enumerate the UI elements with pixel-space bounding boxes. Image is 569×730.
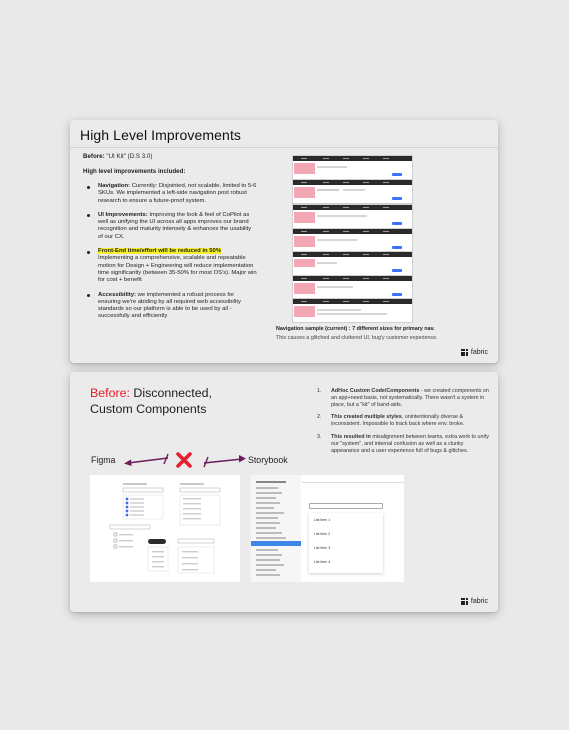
item-lead: This resulted in	[331, 433, 371, 440]
before-text: "UI Kit" (D.S 3.0)	[104, 153, 153, 160]
figma-screenshot	[90, 475, 240, 582]
slide-title: High Level Improvements	[80, 127, 242, 143]
title-before: Before:	[90, 386, 130, 400]
figma-label: Figma	[91, 455, 116, 465]
bullet-text: Improving the look & feel of CoPilot as well as unifying the UI across all apps improves our brand recognition and maturity intensely & enhances the usability of our CX.	[98, 211, 252, 240]
fabric-logo-icon	[461, 349, 468, 356]
nav-screenshot-csr	[292, 298, 413, 323]
dropdown-box	[309, 503, 383, 509]
fabric-logo-icon	[461, 598, 468, 605]
problem-list	[317, 388, 493, 460]
red-x-icon	[178, 454, 190, 466]
bullet-lead: Navigation:	[98, 183, 131, 189]
bullet-front-end	[87, 248, 257, 284]
slide-title	[90, 385, 212, 417]
title-divider	[70, 147, 498, 148]
item-text: misalignment between teams, extra work to unify our "system", and internal confusion as well as a clunky appearance and a user experience full of bugs & glitches.	[331, 433, 489, 454]
right-arrow-icon	[204, 455, 246, 467]
brand-name: fabric	[470, 598, 488, 605]
nav-screenshot-offers	[292, 228, 413, 253]
storybook-sidebar	[251, 475, 301, 582]
left-arrow-icon	[124, 454, 168, 466]
nav-screenshot-pim	[292, 179, 413, 204]
nav-screenshot-oms	[292, 251, 413, 276]
item-number: 3.	[317, 433, 322, 440]
list-item: List Item 4	[314, 560, 331, 564]
bullet-lead: Accessibility:	[98, 291, 136, 298]
brand-name: fabric	[470, 349, 488, 356]
nav-caption-title: Navigation sample (current) : 7 different sizes for primary nav.	[276, 326, 435, 332]
bullet-lead: UI Improvements:	[98, 211, 148, 218]
list-item: List Item 2	[314, 532, 331, 536]
before-label: Before:	[83, 153, 105, 160]
bullet-accessibility	[87, 292, 257, 321]
brand-logo	[461, 349, 488, 356]
brand-logo	[461, 598, 488, 605]
title-line-2: Custom Components	[90, 402, 207, 416]
bullet-text: we implemented a robust process for ensuring we're abiding by all required web accessibility standards so our platform is able to be used by all - successfully and efficiently	[98, 291, 241, 320]
list-item: List Item 3	[314, 546, 331, 550]
figma-components-illustration	[90, 475, 240, 582]
nav-caption-text: This causes a glitched and cluttered UI, bug'y customer experience.	[276, 335, 438, 341]
problem-item	[317, 414, 493, 428]
improvements-list	[87, 183, 257, 328]
improvements-heading: High level improvements included:	[83, 168, 186, 175]
bullet-text: Currently: Disjointed, not scalable, limited to 5-6 SKUs. We implemented a left-side navigation post robust research to ensure a future-proof system.	[98, 183, 257, 204]
dropdown-list	[309, 513, 383, 573]
bullet-lead-highlight: Front-End time/effort will be reduced in 50%	[98, 248, 222, 255]
bullet-ui-improvements	[87, 212, 257, 241]
storybook-screenshot	[250, 475, 404, 582]
storybook-toolbar	[302, 475, 404, 483]
nav-screenshot-smt	[292, 275, 413, 300]
bullet-navigation	[87, 183, 257, 205]
problem-item	[317, 434, 493, 454]
slide-high-level-improvements	[70, 120, 498, 363]
item-text: - we created components on an app+need basis, not systematically. There wasn't a system in place, but a "kit" of band-aids.	[331, 388, 489, 408]
broken-connection-graphic	[122, 450, 248, 472]
item-lead: This created multiple styles	[331, 414, 402, 421]
title-rest: Disconnected,	[129, 386, 212, 400]
storybook-dropdown-preview	[309, 497, 383, 581]
bullet-text: Implementing a comprehensive, scalable and repeatable motion for Design + Engineering will reduce implementation time significantly (between 35-50% for most OS's). Major win for cost + benefit	[98, 255, 257, 284]
slide-disconnected-components	[70, 372, 498, 612]
item-lead: AdHoc Custom Code/Components	[331, 388, 420, 394]
before-line	[83, 153, 152, 160]
storybook-label: Storybook	[248, 455, 288, 465]
nav-screenshot-overview	[292, 155, 413, 180]
problem-item	[317, 388, 493, 408]
item-number: 2.	[317, 414, 322, 421]
item-text: , unintentionally diverse & inconsistent. Impossible to track back where env. broke.	[331, 414, 465, 428]
nav-screenshot-xm	[292, 204, 413, 229]
list-item: List Item 1	[314, 518, 331, 522]
item-number: 1.	[317, 388, 322, 394]
